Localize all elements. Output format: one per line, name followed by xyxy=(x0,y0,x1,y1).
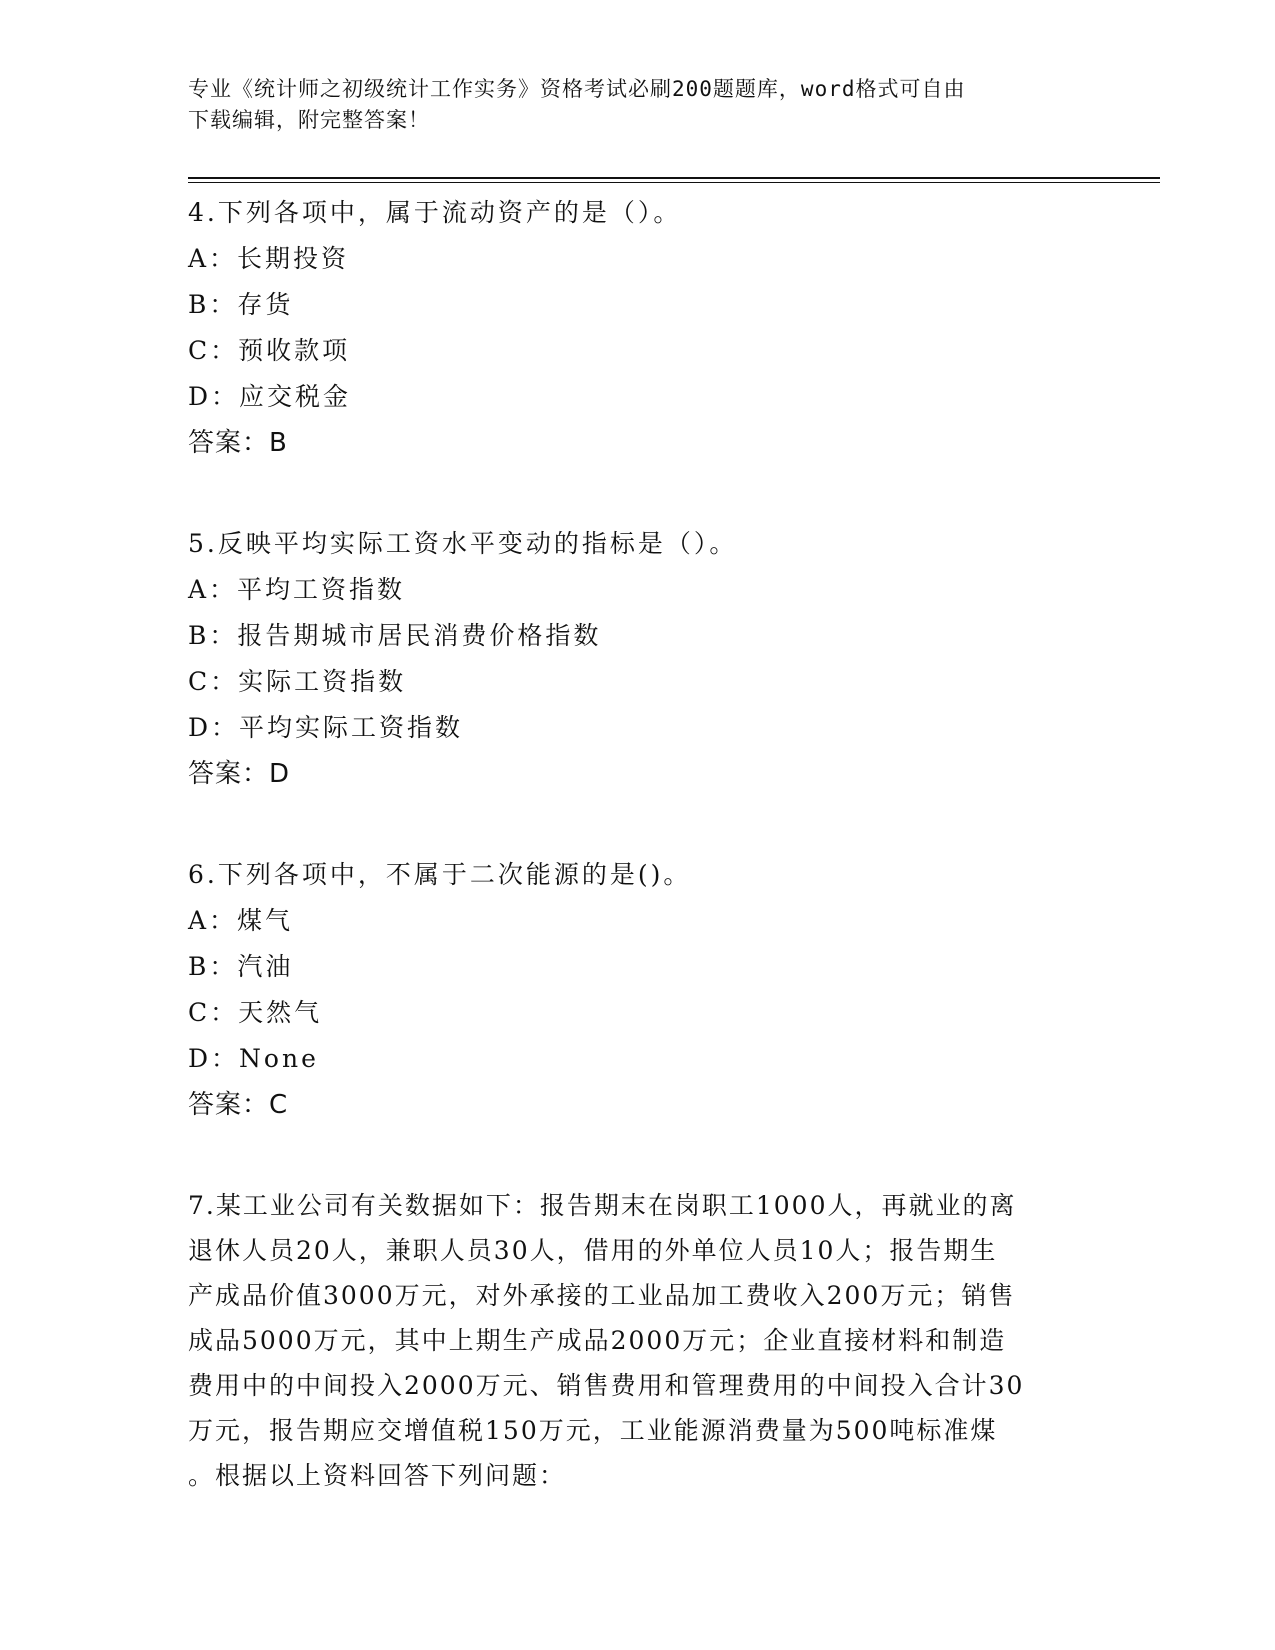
question-text-line: 7.某工业公司有关数据如下：报告期末在岗职工1000人，再就业的离 xyxy=(188,1191,1017,1220)
answer: 答案：B xyxy=(188,428,288,458)
question-4 xyxy=(188,190,1088,466)
option-d: D：None xyxy=(188,1044,319,1073)
question-text-line: 万元，报告期应交增值税150万元，工业能源消费量为500吨标准煤 xyxy=(188,1416,998,1445)
option-b: B：存货 xyxy=(188,290,294,319)
question-text-line: 产成品价值3000万元，对外承接的工业品加工费收入200万元；销售 xyxy=(188,1281,1016,1310)
question-text-line: 费用中的中间投入2000万元、销售费用和管理费用的中间投入合计30 xyxy=(188,1371,1025,1400)
question-text-line: 。根据以上资料回答下列问题： xyxy=(188,1461,567,1490)
question-stem: 6.下列各项中，不属于二次能源的是()。 xyxy=(188,860,692,889)
question-7 xyxy=(188,1183,1088,1498)
option-a: A：平均工资指数 xyxy=(188,575,406,604)
question-text-line: 退休人员20人，兼职人员30人，借用的外单位人员10人；报告期生 xyxy=(188,1236,998,1265)
option-d: D：平均实际工资指数 xyxy=(188,713,464,742)
option-b: B：报告期城市居民消费价格指数 xyxy=(188,621,602,650)
answer: 答案：C xyxy=(188,1090,289,1120)
option-b: B：汽油 xyxy=(188,952,294,981)
option-a: A：煤气 xyxy=(188,906,294,935)
answer: 答案：D xyxy=(188,759,291,789)
question-stem: 4.下列各项中，属于流动资产的是（）。 xyxy=(188,198,682,227)
question-stem: 5.反映平均实际工资水平变动的指标是（）。 xyxy=(188,529,738,558)
header-rule-thick xyxy=(188,177,1160,179)
header-line-2: 下载编辑，附完整答案！ xyxy=(188,108,430,132)
option-c: C：实际工资指数 xyxy=(188,667,407,696)
option-d: D：应交税金 xyxy=(188,382,352,411)
header-rule-thin xyxy=(188,182,1160,183)
question-5 xyxy=(188,521,1088,797)
option-c: C：预收款项 xyxy=(188,336,351,365)
question-text-line: 成品5000万元，其中上期生产成品2000万元；企业直接材料和制造 xyxy=(188,1326,1007,1355)
option-a: A：长期投资 xyxy=(188,244,350,273)
option-c: C：天然气 xyxy=(188,998,323,1027)
question-list xyxy=(188,190,1088,1553)
question-6 xyxy=(188,852,1088,1128)
header-line-1: 专业《统计师之初级统计工作实务》资格考试必刷200题题库，word格式可自由 xyxy=(188,77,966,101)
document-header xyxy=(188,74,1088,136)
